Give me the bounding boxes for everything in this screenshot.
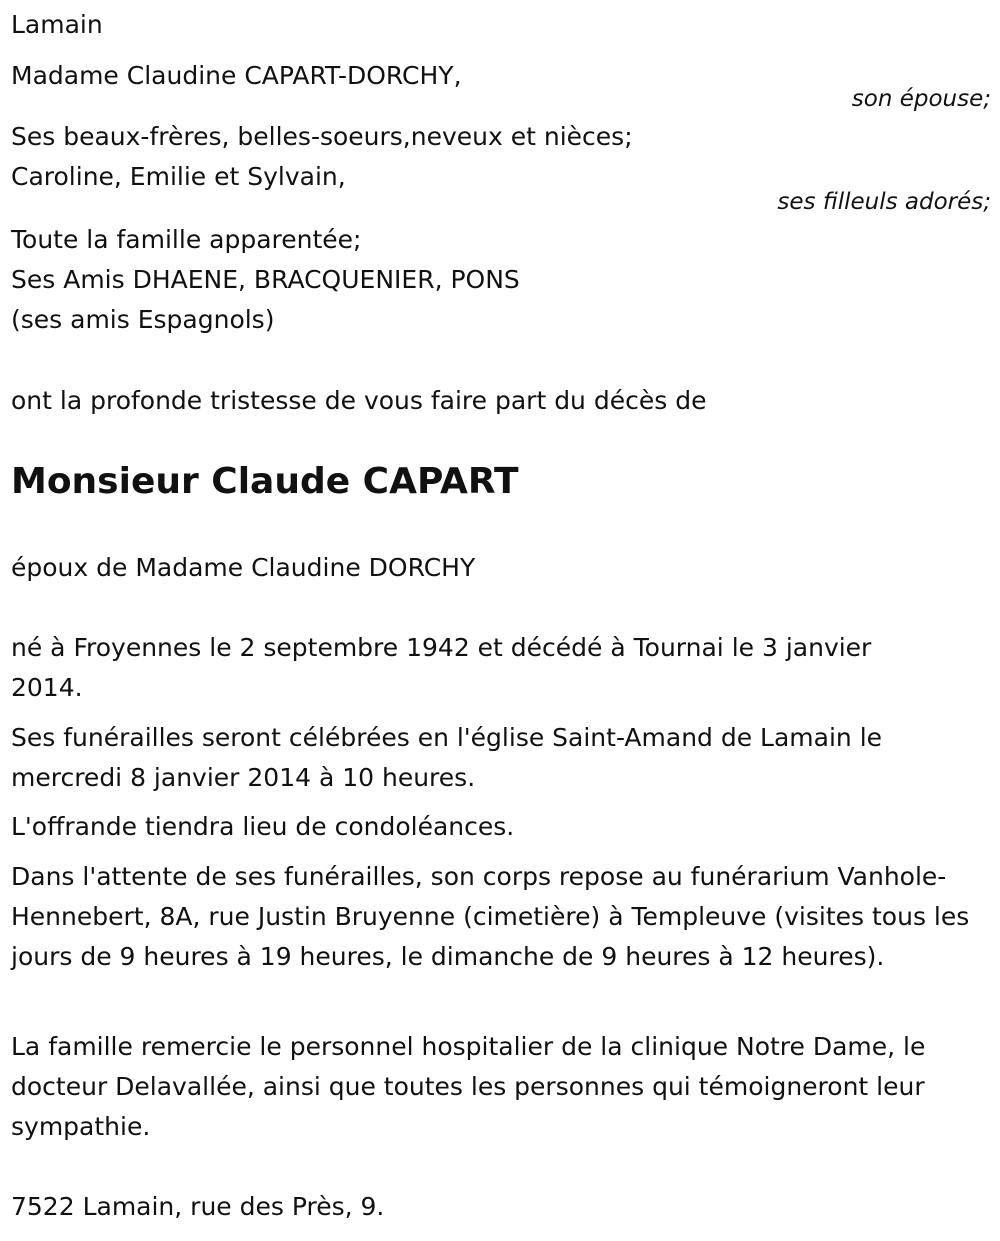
location: Lamain (11, 10, 103, 39)
inlaws-line: Ses beaux-frères, belles-soeurs,neveux et nièces; (11, 122, 633, 151)
relatives-line: Toute la famille apparentée; (11, 225, 362, 254)
godchildren-line: Caroline, Emilie et Sylvain, (11, 162, 346, 191)
spouse-role: son épouse; (851, 86, 991, 112)
announcement-line: ont la profonde tristesse de vous faire part du décès de (11, 386, 707, 415)
offering-line: L'offrande tiendra lieu de condoléances. (11, 812, 515, 841)
funeral-paragraph: Ses funérailles seront célébrées en l'église Saint-Amand de Lamain le mercredi 8 janvier 2014 à 10 heures. (11, 723, 883, 792)
friends-line: Ses Amis DHAENE, BRACQUENIER, PONS (11, 265, 520, 294)
spouse-name: Madame Claudine CAPART-DORCHY, (11, 61, 462, 90)
address-line: 7522 Lamain, rue des Près, 9. (11, 1192, 385, 1221)
godchildren-role: ses filleuls adorés; (777, 189, 991, 215)
deceased-name: Monsieur Claude CAPART (11, 461, 519, 502)
rest-paragraph: Dans l'attente de ses funérailles, son corps repose au funérarium Vanhole-Hennebert, 8A, rue Justin Bruyenne (cimetière) à Templeuve (visites tous les jours de 9 heures à 19 heures, le dimanche de 9 heures à 12 heures). (11, 862, 970, 971)
thanks-paragraph: La famille remercie le personnel hospitalier de la clinique Notre Dame, le docteur Delavallée, ainsi que toutes les personnes qui témoigneront leur sympathie. (11, 1032, 926, 1141)
birth-death-paragraph: né à Froyennes le 2 septembre 1942 et décédé à Tournai le 3 janvier 2014. (11, 633, 872, 702)
deceased-spouse-line: époux de Madame Claudine DORCHY (11, 553, 476, 582)
friends-note: (ses amis Espagnols) (11, 305, 275, 334)
